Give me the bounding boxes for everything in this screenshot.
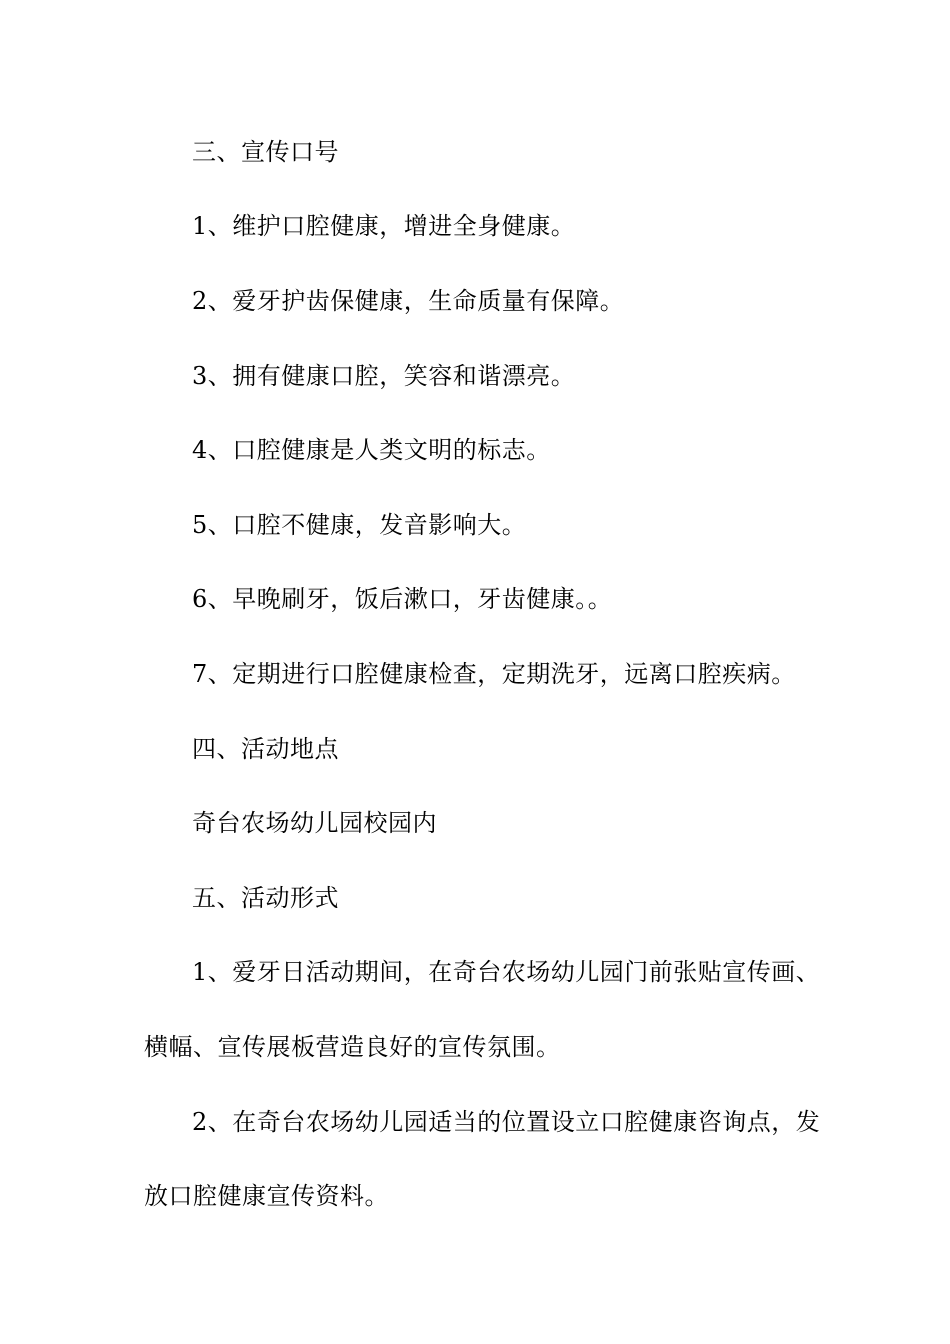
slogan-item: 3、拥有健康口腔，笑容和谐漂亮。 [192, 362, 576, 390]
format-item-line: 放口腔健康宣传资料。 [144, 1182, 389, 1210]
section-heading-location: 四、活动地点 [192, 735, 339, 763]
format-item-line: 2、在奇台农场幼儿园适当的位置设立口腔健康咨询点，发 [192, 1108, 821, 1136]
section-heading-format: 五、活动形式 [192, 884, 339, 912]
slogan-item: 7、定期进行口腔健康检查，定期洗牙，远离口腔疾病。 [192, 660, 796, 688]
location-text: 奇台农场幼儿园校园内 [192, 809, 437, 837]
slogan-item: 4、口腔健康是人类文明的标志。 [192, 436, 551, 464]
slogan-item: 6、早晚刷牙，饭后漱口，牙齿健康。。 [192, 585, 613, 613]
format-item-line: 横幅、宣传展板营造良好的宣传氛围。 [144, 1033, 561, 1061]
slogan-item: 5、口腔不健康，发音影响大。 [192, 511, 527, 539]
slogan-item: 2、爱牙护齿保健康，生命质量有保障。 [192, 287, 625, 315]
format-item-line: 1、爱牙日活动期间，在奇台农场幼儿园门前张贴宣传画、 [192, 958, 821, 986]
section-heading-slogans: 三、宣传口号 [192, 138, 339, 166]
slogan-item: 1、维护口腔健康，增进全身健康。 [192, 212, 576, 240]
